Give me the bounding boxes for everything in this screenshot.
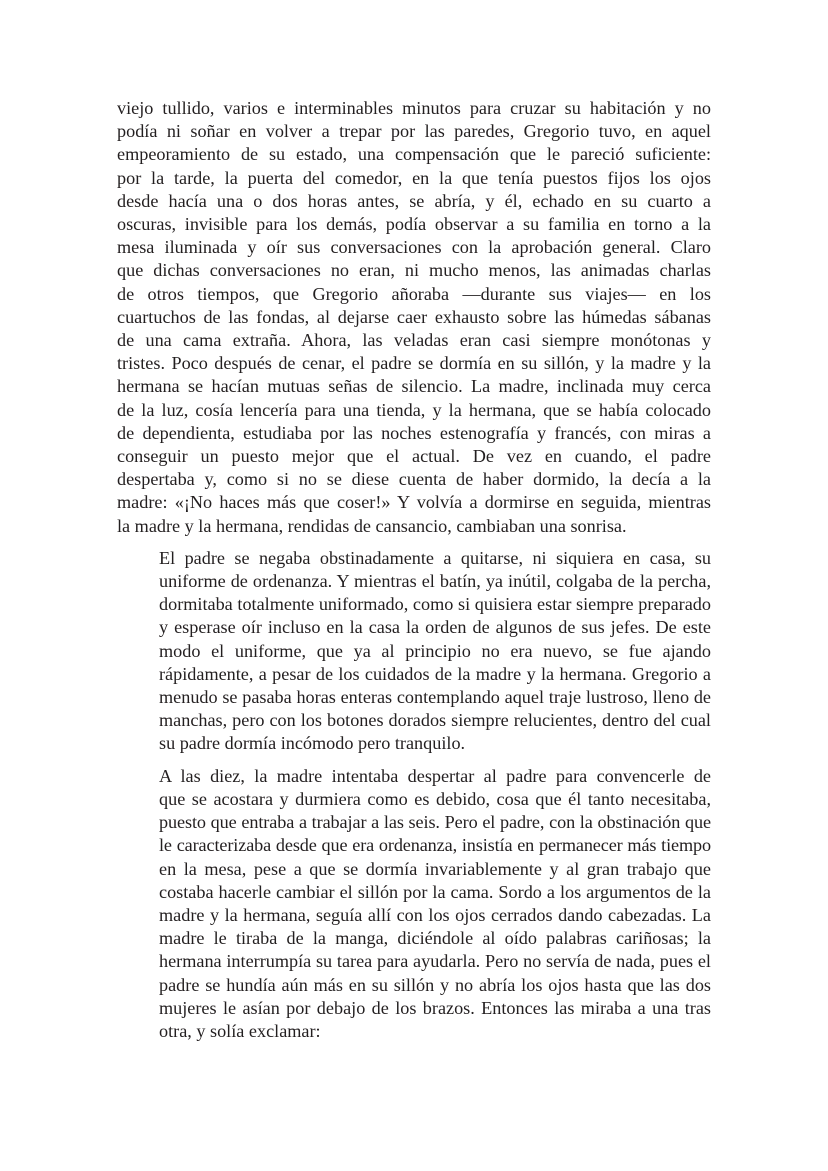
text-line: que dichas conversaciones no eran, ni mucho menos, las animadas charlas (117, 260, 711, 281)
text-line: y esperase oír incluso en la casa la orden de algunos de sus jefes. De este (159, 617, 711, 638)
text-line: hermana interrumpía su tarea para ayudarla. Pero no servía de nada, pues el (159, 951, 711, 972)
text-line: de otros tiempos, que Gregorio añoraba —durante sus viajes— en los (117, 283, 711, 304)
text-line: por la tarde, la puerta del comedor, en la que tenía puestos fijos los ojos (117, 167, 711, 188)
text-line: madre y la hermana, seguía allí con los ojos cerrados dando cabezadas. La (159, 904, 711, 925)
paragraph-2 (117, 547, 711, 756)
text-line: despertaba y, como si no se diese cuenta de haber dormido, la decía a la (117, 469, 711, 490)
text-line: menudo se pasaba horas enteras contemplando aquel traje lustroso, lleno de (159, 687, 711, 708)
text-line: madre le tiraba de la manga, diciéndole al oído palabras cariñosas; la (159, 928, 711, 949)
text-line: tristes. Poco después de cenar, el padre se dormía en su sillón, y la madre y la (117, 353, 711, 374)
text-line: la madre y la hermana, rendidas de cansancio, cambiaban una sonrisa. (117, 515, 627, 536)
text-line: uniforme de ordenanza. Y mientras el batín, ya inútil, colgaba de la percha, (159, 571, 711, 592)
text-line: hermana se hacían mutuas señas de silencio. La madre, inclinada muy cerca (117, 376, 711, 397)
text-line: viejo tullido, varios e interminables minutos para cruzar su habitación y no (117, 98, 711, 118)
text-line: empeoramiento de su estado, una compensación que le pareció suficiente: (117, 144, 711, 165)
text-line: costaba hacerle cambiar el sillón por la cama. Sordo a los argumentos de la (159, 881, 711, 902)
text-line: dormitaba totalmente uniformado, como si quisiera estar siempre preparado (159, 594, 711, 615)
text-line: manchas, pero con los botones dorados siempre relucientes, dentro del cual (159, 710, 711, 731)
text-line: le caracterizaba desde que era ordenanza, insistía en permanecer más tiempo (159, 835, 711, 856)
text-line: oscuras, invisible para los demás, podía observar a su familia en torno a la (117, 214, 711, 235)
text-line: padre se hundía aún más en su sillón y no abría los ojos hasta que las dos (159, 974, 711, 995)
text-line: otra, y solía exclamar: (159, 1020, 321, 1041)
text-line: mesa iluminada y oír sus conversaciones con la aprobación general. Claro (117, 237, 711, 258)
text-line: en la mesa, pese a que se dormía invariablemente y al gran trabajo que (159, 858, 711, 879)
text-line: su padre dormía incómodo pero tranquilo. (159, 733, 466, 754)
text-line: desde hacía una o dos horas antes, se abría, y él, echado en su cuarto a (117, 190, 711, 211)
text-line: puesto que entraba a trabajar a las seis. Pero el padre, con la obstinación que (159, 812, 711, 833)
text-line: que se acostara y durmiera como es debido, cosa que él tanto necesitaba, (159, 788, 711, 809)
text-line: madre: «¡No haces más que coser!» Y volvía a dormirse en seguida, mientras (117, 492, 711, 513)
text-line: conseguir un puesto mejor que el actual. De vez en cuando, el padre (117, 446, 711, 467)
text-line: rápidamente, a pesar de los cuidados de la madre y la hermana. Gregorio a (159, 663, 711, 684)
text-line: de dependienta, estudiaba por las noches estenografía y francés, con miras a (117, 422, 711, 443)
text-line: podía ni soñar en volver a trepar por las paredes, Gregorio tuvo, en aquel (117, 121, 711, 142)
text-line: A las diez, la madre intentaba despertar al padre para convencerle de (159, 765, 711, 786)
paragraph-1 (117, 97, 711, 538)
text-line: mujeres le asían por debajo de los brazos. Entonces las miraba a una tras (159, 997, 711, 1018)
text-line: El padre se negaba obstinadamente a quitarse, ni siquiera en casa, su (159, 547, 711, 568)
text-line: modo el uniforme, que ya al principio no era nuevo, se fue ajando (159, 640, 711, 661)
paragraph-3 (117, 765, 711, 1043)
text-line: de la luz, cosía lencería para una tienda, y la hermana, que se había colocado (117, 399, 711, 420)
body-text (117, 97, 711, 1043)
text-line: cuartuchos de las fondas, al dejarse caer exhausto sobre las húmedas sábanas (117, 306, 711, 327)
text-line: de una cama extraña. Ahora, las veladas eran casi siempre monótonas y (117, 330, 711, 351)
